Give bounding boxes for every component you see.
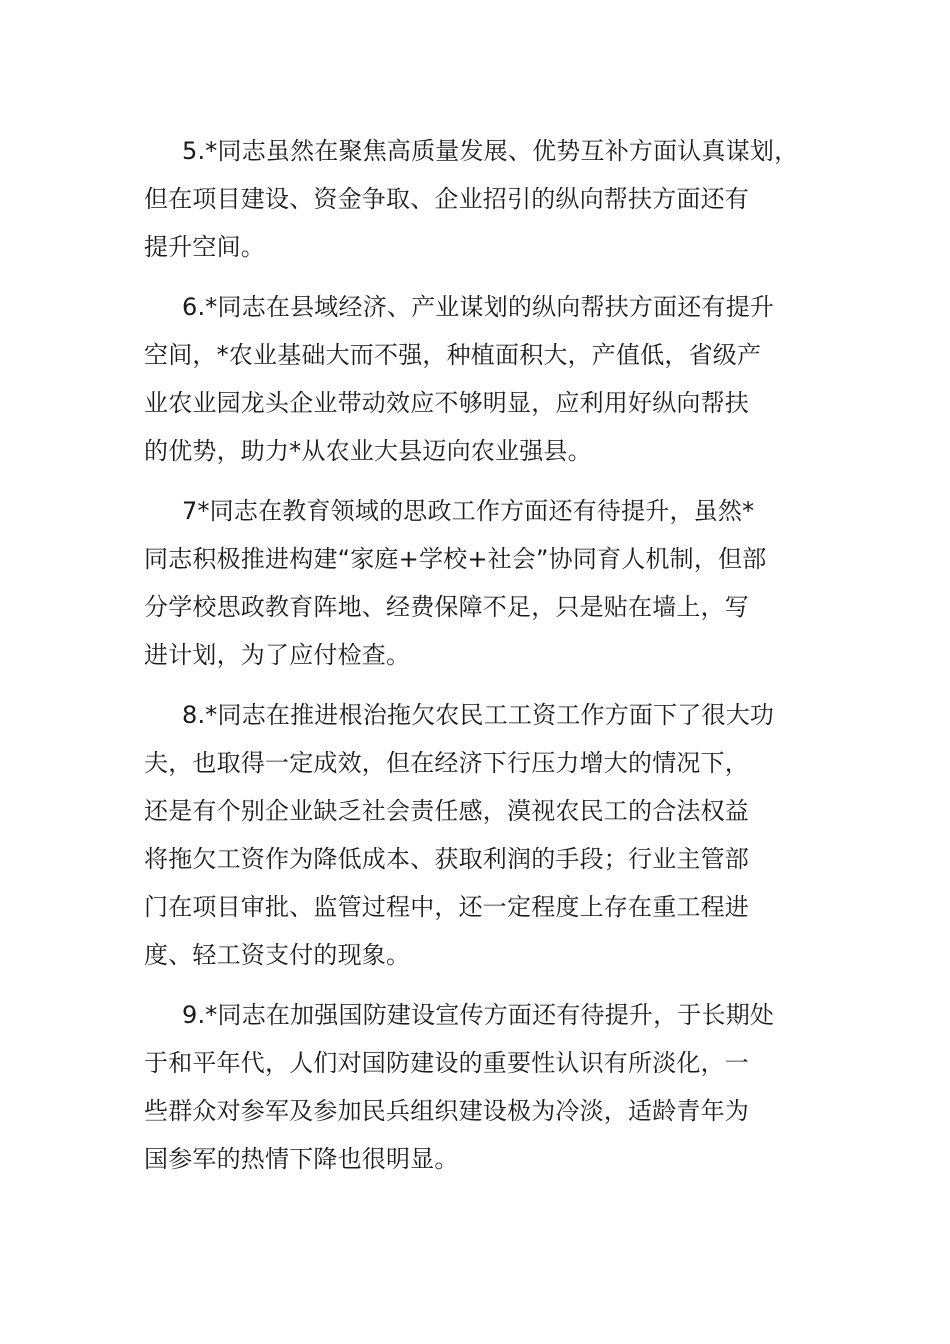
paragraph-line: 8.*同志在推进根治拖欠农民工工资工作方面下了很大功	[182, 701, 775, 729]
paragraph-line: 6.*同志在县域经济、产业谋划的纵向帮扶方面还有提升	[182, 293, 775, 321]
paragraph-line: 度、轻工资支付的现象。	[144, 941, 411, 969]
paragraph-line: 还是有个别企业缺乏社会责任感，漠视农民工的合法权益	[144, 797, 749, 825]
paragraph-line: 同志积极推进构建“家庭+学校+社会”协同育人机制，但部	[144, 545, 767, 573]
paragraph-8	[144, 691, 810, 979]
paragraph-line: 门在项目审批、监管过程中，还一定程度上存在重工程进	[144, 893, 749, 921]
paragraph-line: 夫，也取得一定成效，但在经济下行压力增大的情况下，	[144, 749, 749, 777]
paragraph-line: 些群众对参军及参加民兵组织建设极为冷淡，适龄青年为	[144, 1097, 749, 1125]
paragraph-line: 的优势，助力*从农业大县迈向农业强县。	[144, 437, 592, 465]
paragraph-6	[144, 283, 810, 475]
paragraph-line: 7*同志在教育领域的思政工作方面还有待提升，虽然*	[182, 497, 755, 525]
paragraph-line: 将拖欠工资作为降低成本、获取利润的手段；行业主管部	[144, 845, 749, 873]
paragraph-line: 业农业园龙头企业带动效应不够明显，应利用好纵向帮扶	[144, 389, 749, 417]
paragraph-line: 空间，*农业基础大而不强，种植面积大，产值低，省级产	[144, 341, 762, 369]
paragraph-line: 9.*同志在加强国防建设宣传方面还有待提升，于长期处	[182, 1001, 775, 1029]
paragraph-line: 分学校思政教育阵地、经费保障不足，只是贴在墙上，写	[144, 593, 749, 621]
document-body	[144, 127, 810, 1195]
paragraph-line: 进计划，为了应付检查。	[144, 641, 411, 669]
paragraph-7	[144, 487, 810, 679]
paragraph-5	[144, 127, 810, 271]
paragraph-line: 国参军的热情下降也很明显。	[144, 1145, 459, 1173]
paragraph-line: 5.*同志虽然在聚焦高质量发展、优势互补方面认真谋划，	[182, 137, 799, 165]
paragraph-9	[144, 991, 810, 1183]
paragraph-line: 提升空间。	[144, 233, 265, 261]
paragraph-line: 但在项目建设、资金争取、企业招引的纵向帮扶方面还有	[144, 185, 749, 213]
paragraph-line: 于和平年代，人们对国防建设的重要性认识有所淡化，一	[144, 1049, 749, 1077]
